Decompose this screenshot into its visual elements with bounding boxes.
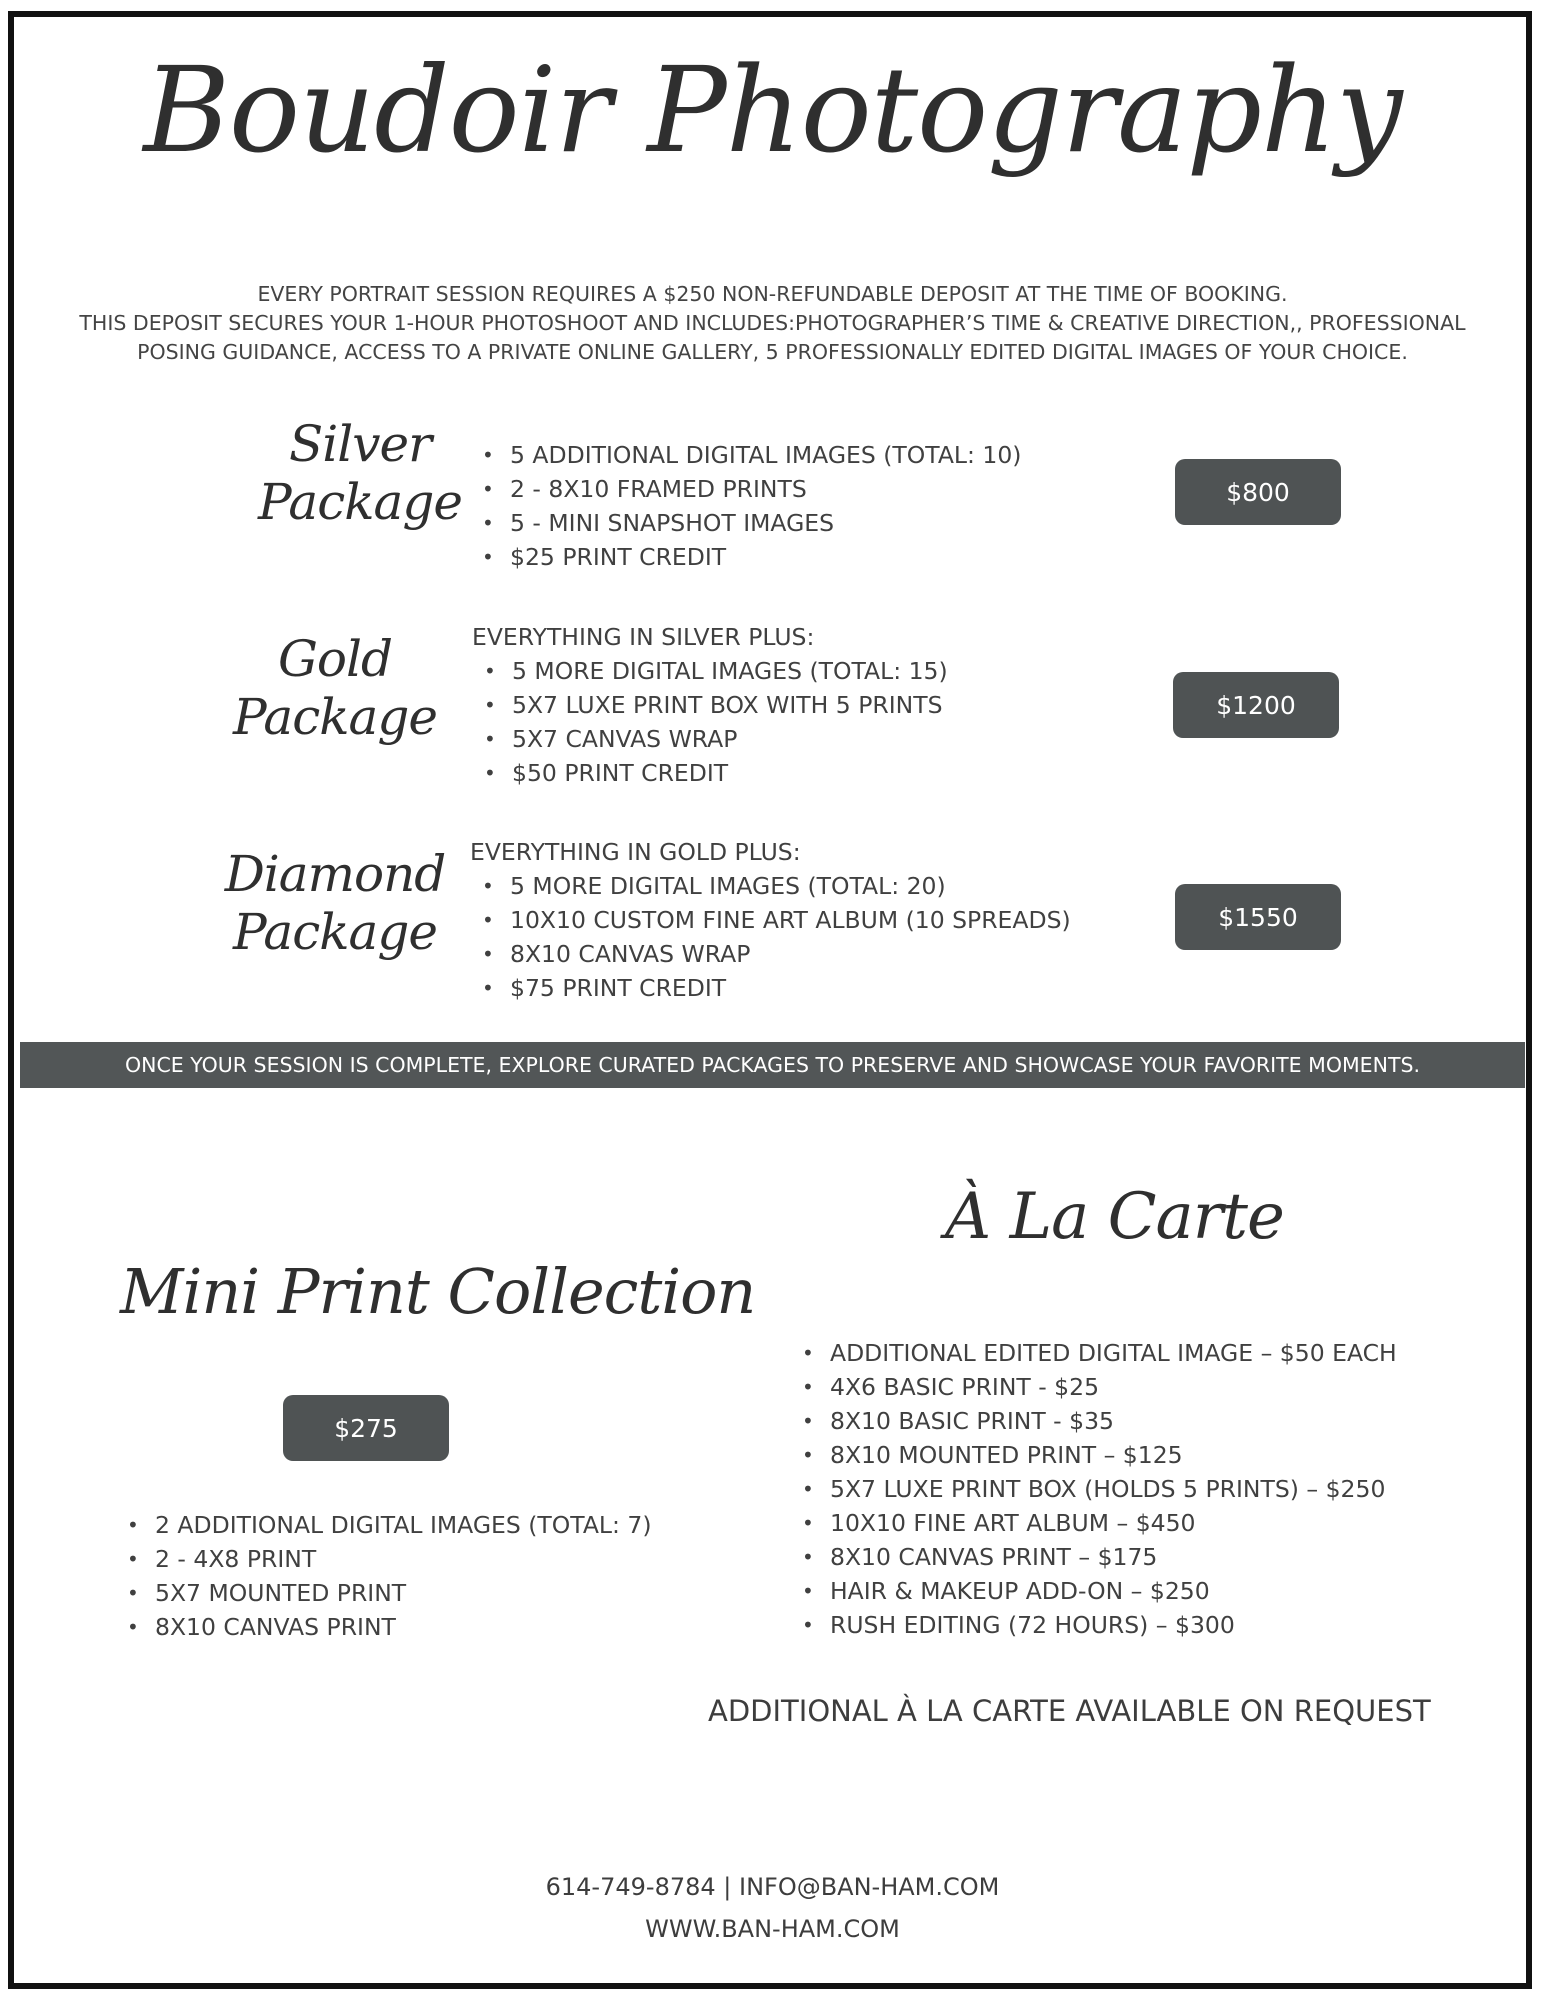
gold-package-title [220,630,450,746]
list-item: • 2 ADDITIONAL DIGITAL IMAGES (TOTAL: 7) [115,1508,652,1542]
diamond-title-line1: Diamond [224,845,446,903]
list-item: • 8X10 CANVAS WRAP [470,937,1071,971]
list-item: • $75 PRINT CREDIT [470,971,1071,1005]
list-item: • 5X7 MOUNTED PRINT [115,1576,652,1610]
list-item: • HAIR & MAKEUP ADD-ON – $250 [790,1574,1397,1608]
mini-features [115,1508,652,1644]
a-la-carte-note: ADDITIONAL À LA CARTE AVAILABLE ON REQUEST [708,1694,1431,1728]
list-item: • $25 PRINT CREDIT [470,540,1021,574]
diamond-price-button[interactable]: $1550 [1175,884,1341,950]
gold-title-line1: Gold [277,630,393,688]
diamond-feature-list [470,869,1071,1005]
diamond-lead-text: EVERYTHING IN GOLD PLUS: [470,838,801,866]
silver-title-line1: Silver [289,415,431,473]
a-la-carte-features [790,1336,1397,1642]
list-item: • 5X7 LUXE PRINT BOX WITH 5 PRINTS [472,688,948,722]
gold-price-button[interactable]: $1200 [1173,672,1339,738]
mini-collection-title: Mini Print Collection [120,1255,756,1328]
list-item: • 10X10 FINE ART ALBUM – $450 [790,1506,1397,1540]
page-title: Boudoir Photography [143,41,1402,179]
intro-line-1: EVERY PORTRAIT SESSION REQUIRES A $250 NON-REFUNDABLE DEPOSIT AT THE TIME OF BOOKING. [257,282,1288,306]
list-item: • ADDITIONAL EDITED DIGITAL IMAGE – $50 EACH [790,1336,1397,1370]
list-item: • 8X10 MOUNTED PRINT – $125 [790,1438,1397,1472]
list-item: • 4X6 BASIC PRINT - $25 [790,1370,1397,1404]
silver-features [470,438,1021,574]
list-item: • 10X10 CUSTOM FINE ART ALBUM (10 SPREADS) [470,903,1071,937]
silver-feature-list [470,438,1021,574]
diamond-features [470,835,1071,1005]
list-item: • $50 PRINT CREDIT [472,756,948,790]
gold-feature-list [472,654,948,790]
silver-title-line2: Package [258,473,462,531]
a-la-carte-list [790,1336,1397,1642]
list-item: • 5 - MINI SNAPSHOT IMAGES [470,506,1021,540]
list-item: • RUSH EDITING (72 HOURS) – $300 [790,1608,1397,1642]
gold-lead-text: EVERYTHING IN SILVER PLUS: [472,623,815,651]
list-item: • 5X7 CANVAS WRAP [472,722,948,756]
list-item: • 5X7 LUXE PRINT BOX (HOLDS 5 PRINTS) – $250 [790,1472,1397,1506]
contact-phone-email[interactable]: 614-749-8784 | INFO@BAN-HAM.COM [545,1873,1000,1901]
list-item: • 5 MORE DIGITAL IMAGES (TOTAL: 20) [470,869,1071,903]
diamond-package-title [215,845,455,961]
list-item: • 2 - 4X8 PRINT [115,1542,652,1576]
list-item: • 8X10 CANVAS PRINT – $175 [790,1540,1397,1574]
diamond-title-line2: Package [233,903,437,961]
silver-package-title [245,415,475,531]
intro-line-3: POSING GUIDANCE, ACCESS TO A PRIVATE ONLINE GALLERY, 5 PROFESSIONALLY EDITED DIGITAL IMAGES OF YOUR CHOICE. [137,340,1408,364]
list-item: • 8X10 CANVAS PRINT [115,1610,652,1644]
deposit-intro [30,280,1515,367]
intro-line-2: THIS DEPOSIT SECURES YOUR 1-HOUR PHOTOSHOOT AND INCLUDES:PHOTOGRAPHER’S TIME & CREATIVE DIRECTION,, PROFESSIONAL [79,311,1466,335]
session-banner: ONCE YOUR SESSION IS COMPLETE, EXPLORE CURATED PACKAGES TO PRESERVE AND SHOWCASE YOUR FAVORITE MOMENTS. [20,1042,1525,1088]
list-item: • 5 MORE DIGITAL IMAGES (TOTAL: 15) [472,654,948,688]
list-item: • 8X10 BASIC PRINT - $35 [790,1404,1397,1438]
mini-feature-list [115,1508,652,1644]
silver-price-button[interactable]: $800 [1175,459,1341,525]
mini-price-button[interactable]: $275 [283,1395,449,1461]
a-la-carte-title: À La Carte [945,1180,1284,1254]
list-item: • 5 ADDITIONAL DIGITAL IMAGES (TOTAL: 10) [470,438,1021,472]
contact-website[interactable]: WWW.BAN-HAM.COM [645,1915,900,1943]
gold-title-line2: Package [233,688,437,746]
list-item: • 2 - 8X10 FRAMED PRINTS [470,472,1021,506]
gold-features [472,620,948,790]
